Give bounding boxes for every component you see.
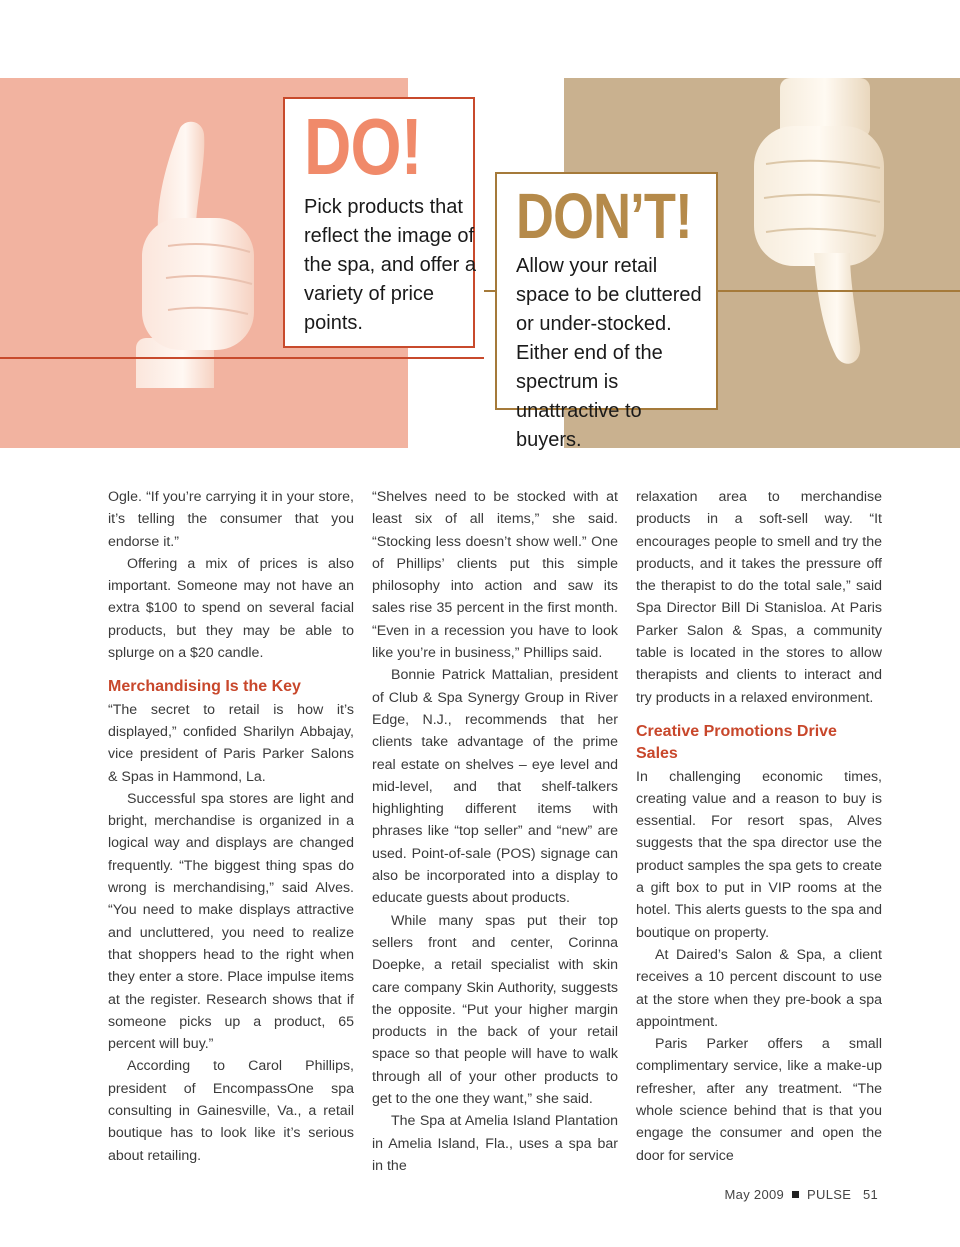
paragraph: Paris Parker offers a small complimentary service, like a make-up refresher, after any treatment. “The whole science behind that is that you engage the consumer and open the door for service [636, 1036, 882, 1164]
article-body [108, 486, 882, 1174]
paragraph: “Shelves need to be stocked with at least six of all items,” she said. “Stocking less doesn’t show well.” One of Phillips’ clients put this simple philosophy into action and saw its sales rise 35 percent in the first month. “Even in a recession you have to look like you’re in business,” Phillips said. [372, 489, 618, 662]
do-heading: DO! [304, 102, 422, 191]
dont-text: Allow your retail space to be cluttered or under-stocked. Either end of the spectrum is unattractive to buyers. [516, 255, 702, 451]
paragraph: relaxation area to merchandise products in a soft-sell way. “It encourages people to smell and try the products, and it takes the pressure off the therapist to do the total sale,” said Spa Director Bill Di Stanisloa. At Paris Parker Salon & Spas, a community table is located in the stores to allow therapists and clients to interact and try products in a relaxed environment. [636, 489, 882, 706]
thumbs-down-hand-icon [740, 78, 900, 368]
do-callout-box [283, 97, 475, 348]
paragraph: At Daired’s Salon & Spa, a client receives a 10 percent discount to use at the store when they pre-book a spa appointment. [636, 946, 882, 1030]
page-number: 51 [862, 1187, 878, 1202]
article-column-2 [372, 486, 618, 1177]
section-heading-promotions: Creative Promotions Drive Sales [636, 722, 837, 763]
dont-heading: DON’T! [516, 180, 692, 252]
section-heading-merchandising: Merchandising Is the Key [108, 678, 301, 696]
dont-callout-box [495, 172, 718, 451]
square-bullet-icon [792, 1191, 799, 1198]
do-divider-line [0, 357, 484, 359]
article-column-3 [636, 486, 882, 1167]
paragraph: Successful spa stores are light and bright, merchandise is organized in a logical way and displays are changed frequently. “The biggest thing spas do wrong is merchandising,” said Alves. “You need to make displays attractive and uncluttered, you need to realize that shoppers head to the right when they enter a store. Place impulse items at the register. Research shows that if someone picks up a product, 65 percent will buy.” [108, 790, 354, 1053]
issue-date: May 2009 [724, 1187, 785, 1202]
paragraph: While many spas put their top sellers front and center, Corinna Doepke, a retail specialist with skin care company Skin Authority, suggests the opposite. “Put your higher margin products in the back of your retail space so that people will have to walk through all of your other products to get to the one they want,” she said. [372, 912, 618, 1108]
paragraph: The Spa at Amelia Island Plantation in Amelia Island, Fla., uses a spa bar in the [372, 1113, 618, 1174]
thumbs-up-hand-icon [128, 118, 268, 388]
page-footer [725, 1187, 878, 1202]
magazine-name: PULSE [807, 1187, 852, 1202]
article-column-1 [108, 486, 354, 1167]
paragraph: In challenging economic times, creating value and a reason to buy is essential. For resort spas, Alves suggests that the spa director use the product samples the spa gets to create a gift box to put in VIP rooms at the hotel. This alerts guests to the spa and boutique on property. [636, 768, 882, 941]
paragraph: Bonnie Patrick Mattalian, president of Club & Spa Synergy Group in River Edge, N.J., recommends that her clients take advantage of the prime real estate on shelves – eye level and mid-level, and that shelf-talkers highlighting different items with phrases like “top seller” and “new” are used. Point-of-sale (POS) signage can also be incorporated into a display to educate guests about products. [372, 667, 618, 907]
paragraph: Offering a mix of prices is also important. Someone may not have an extra $100 to spend on several facial products, but they may be able to splurge on a $20 candle. [108, 555, 354, 662]
paragraph: Ogle. “If you’re carrying it in your store, it’s telling the consumer that you endorse it.” [108, 489, 354, 550]
hero-banner [0, 78, 960, 451]
paragraph: “The secret to retail is how it’s displayed,” confided Sharilyn Abbajay, vice president of Paris Parker Salons & Spas in Hammond, La. [108, 701, 354, 785]
paragraph: According to Carol Phillips, president of EncompassOne spa consulting in Gainesville, Va., a retail boutique has to look like it’s serious about retailing. [108, 1058, 354, 1164]
do-text: Pick products that reflect the image of the spa, and offer a variety of price points. [304, 196, 476, 334]
